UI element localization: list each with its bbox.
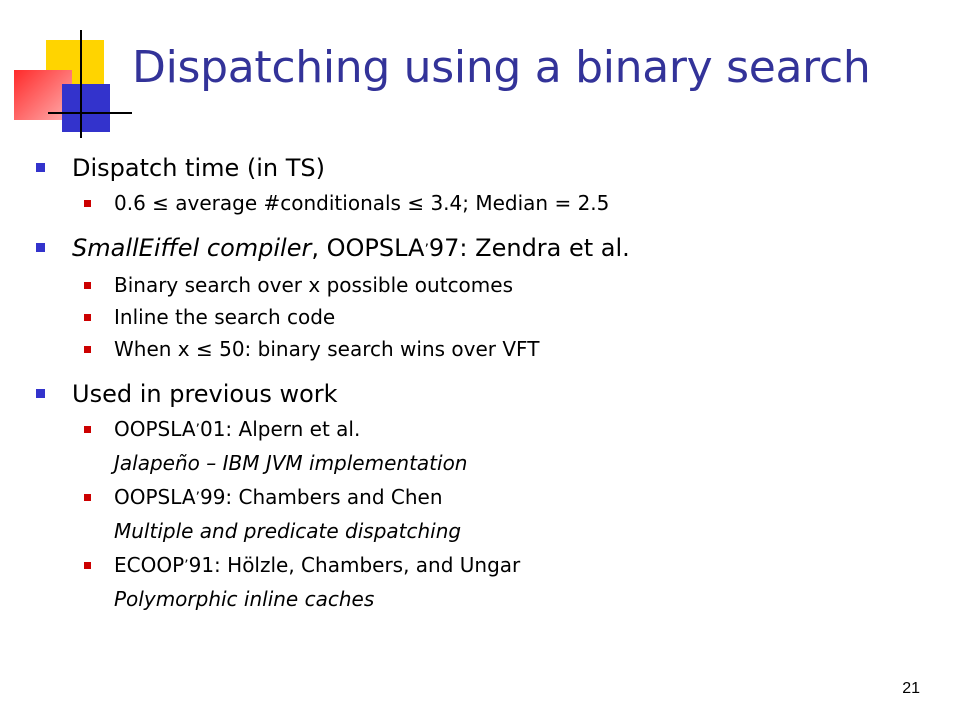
bullet-smalleiffel — [36, 230, 936, 268]
decorative-squares-logo — [0, 0, 140, 140]
square-bullet-icon — [84, 346, 91, 353]
blue-square — [62, 84, 110, 132]
venue-text: ECOOP — [114, 553, 185, 577]
sub-bullet — [36, 483, 936, 513]
vertical-rule — [80, 30, 82, 138]
compiler-name: SmallEiffel compiler — [72, 234, 312, 262]
sub-bullet-text: When x ≤ 50: binary search wins over VFT — [114, 337, 540, 361]
slide-title: Dispatching using a binary search — [132, 42, 871, 93]
bullet-previous-work — [36, 376, 936, 412]
sub-bullet-detail: Multiple and predicate dispatching — [114, 519, 462, 543]
bullet-text: Dispatch time (in TS) — [72, 154, 326, 182]
authors-text: 97: Zendra et al. — [428, 234, 630, 262]
square-bullet-icon — [84, 426, 91, 433]
venue-text: , OOPSLA — [311, 234, 425, 262]
sub-bullet — [36, 271, 936, 300]
sub-bullet-text: Inline the search code — [114, 305, 336, 329]
sub-bullet-detail: Jalapeño – IBM JVM implementation — [114, 451, 468, 475]
horizontal-rule — [48, 112, 132, 114]
sub-bullet — [36, 303, 936, 332]
square-bullet-icon — [84, 314, 91, 321]
sub-bullet-text: Binary search over x possible outcomes — [114, 273, 514, 297]
bullet-list — [36, 146, 936, 616]
square-bullet-icon — [36, 243, 45, 252]
apostrophe: ’ — [195, 490, 200, 506]
venue-text: OOPSLA — [114, 417, 196, 441]
square-bullet-icon — [84, 200, 91, 207]
square-bullet-icon — [36, 163, 45, 172]
sub-bullet — [36, 335, 936, 364]
sub-bullet-detail: Polymorphic inline caches — [114, 587, 375, 611]
square-bullet-icon — [84, 562, 91, 569]
sub-bullet — [36, 415, 936, 445]
apostrophe: ’ — [184, 558, 189, 574]
authors-text: 01: Alpern et al. — [199, 417, 361, 441]
authors-text: 91: Hölzle, Chambers, and Ungar — [188, 553, 521, 577]
apostrophe: ’ — [424, 242, 429, 258]
venue-text: OOPSLA — [114, 485, 196, 509]
bullet-dispatch-time — [36, 150, 936, 186]
bullet-text: Used in previous work — [72, 380, 338, 408]
apostrophe: ’ — [195, 422, 200, 438]
square-bullet-icon — [36, 389, 45, 398]
sub-bullet — [36, 189, 936, 218]
authors-text: 99: Chambers and Chen — [199, 485, 443, 509]
square-bullet-icon — [84, 282, 91, 289]
square-bullet-icon — [84, 494, 91, 501]
sub-bullet — [36, 551, 936, 581]
page-number: 21 — [902, 680, 920, 697]
sub-bullet-text: 0.6 ≤ average #conditionals ≤ 3.4; Median = 2.5 — [114, 191, 610, 215]
